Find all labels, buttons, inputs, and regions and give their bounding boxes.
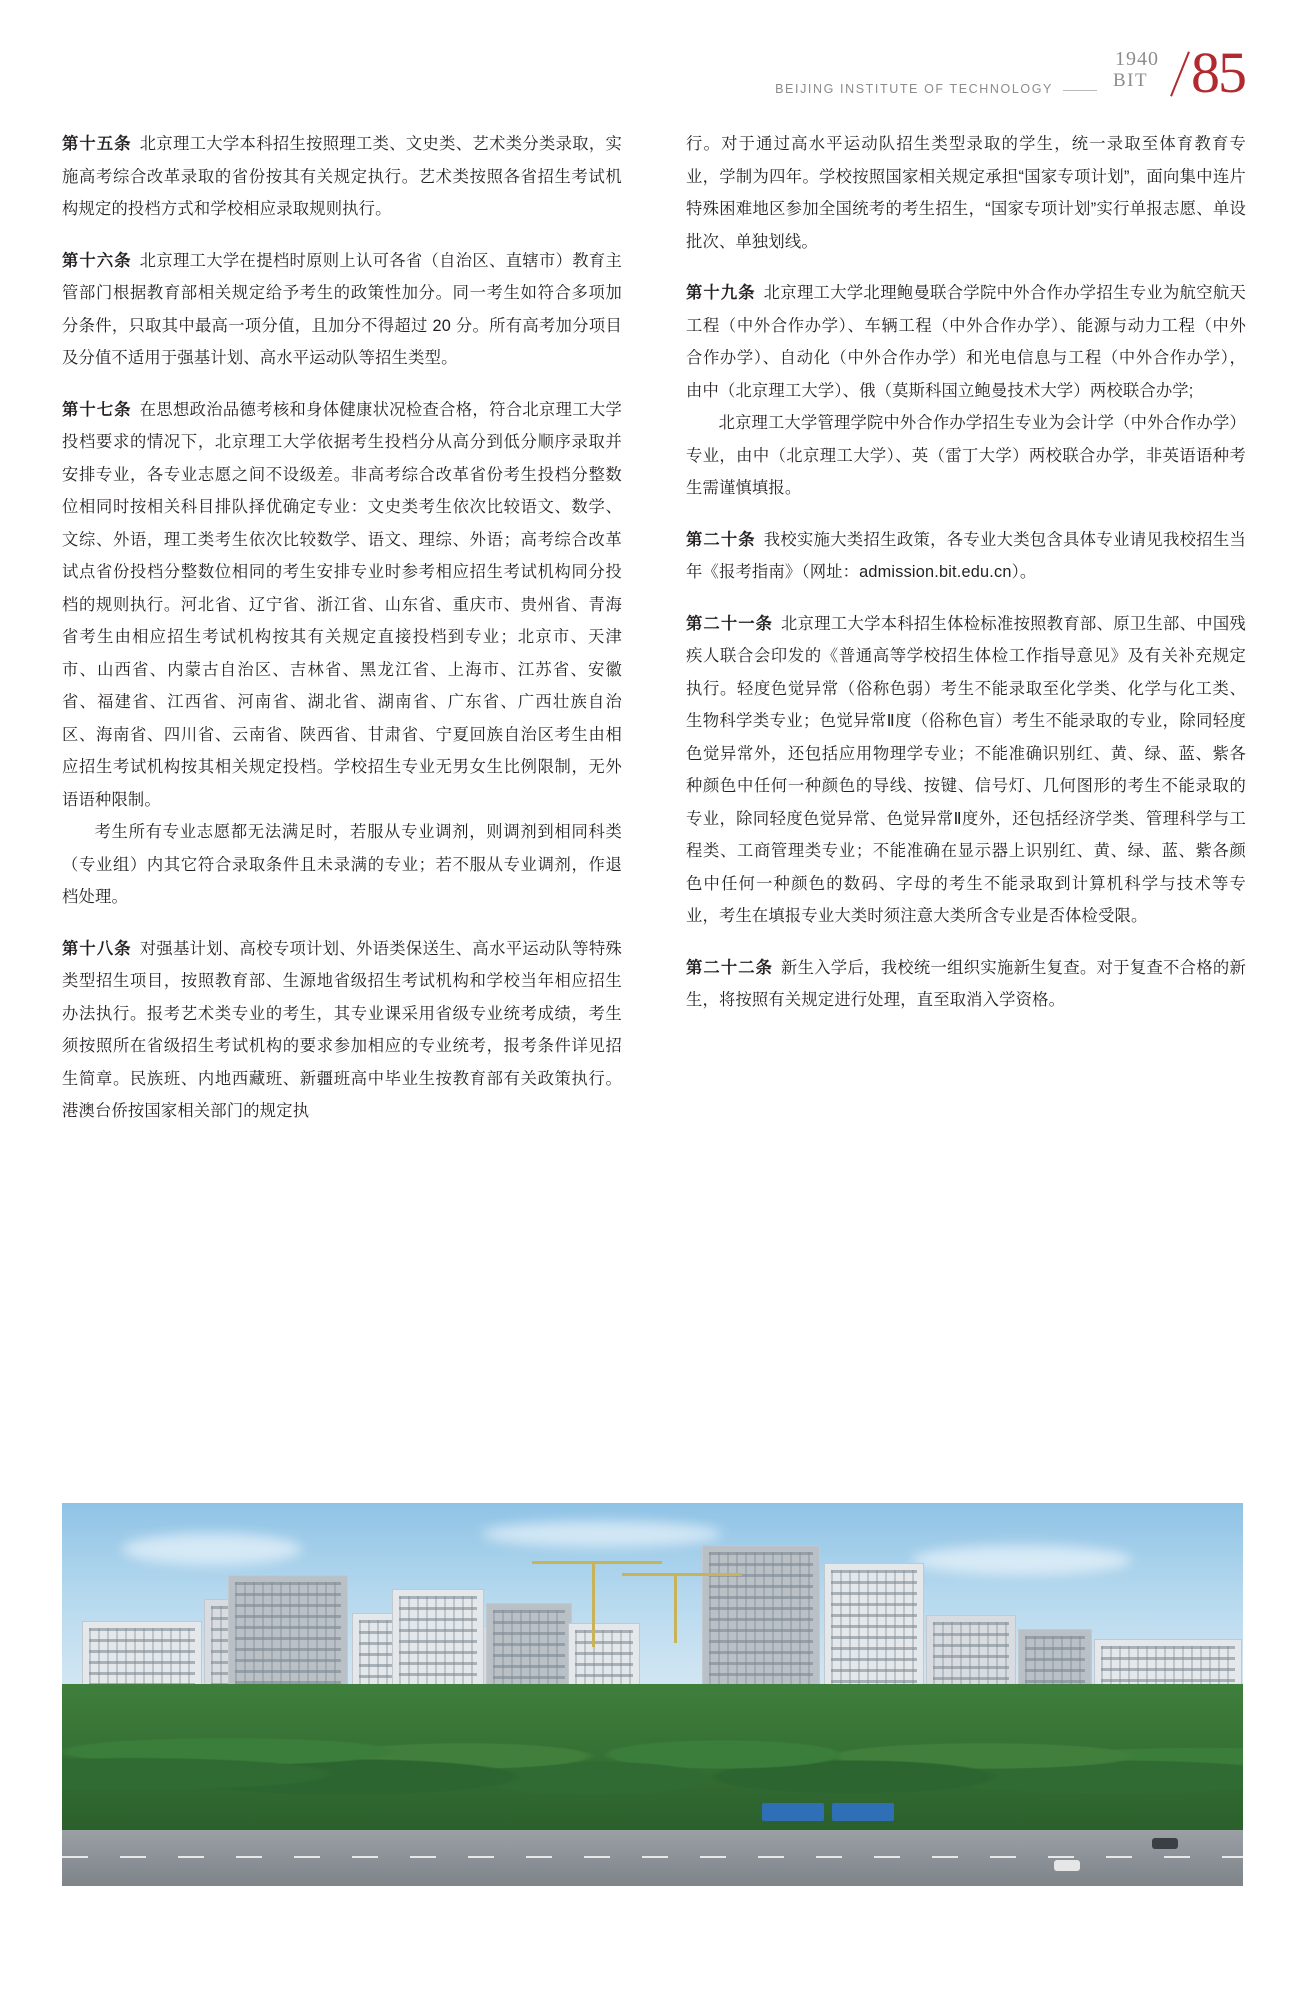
road [62, 1830, 1243, 1886]
article-number: 第二十二条 [686, 958, 774, 977]
cloud [122, 1533, 302, 1565]
brand-mark [1105, 40, 1245, 105]
article-paragraph [62, 816, 622, 914]
column-left [62, 128, 622, 1478]
car [1152, 1838, 1178, 1849]
crane-mast [592, 1561, 595, 1647]
article-number: 第二十一条 [686, 614, 774, 633]
article-number: 第十六条 [62, 251, 132, 270]
article-paragraph [62, 245, 622, 375]
article-paragraph [686, 128, 1246, 258]
road-marking [62, 1856, 1243, 1858]
brand-anniversary: 85 [1191, 40, 1245, 105]
article-number: 第二十条 [686, 530, 756, 549]
article-text: 考生所有专业志愿都无法满足时，若服从专业调剂，则调剂到相同科类（专业组）内其它符合录取条件且未录满的专业；若不服从专业调剂，作退档处理。 [62, 823, 622, 906]
cloud [912, 1545, 1132, 1575]
article-paragraph [686, 277, 1246, 407]
cloud [482, 1521, 722, 1547]
column-right [686, 128, 1246, 1478]
article-text: 北京理工大学北理鲍曼联合学院中外合作办学招生专业为航空航天工程（中外合作办学）、车辆工程（中外合作办学）、能源与动力工程（中外合作办学）、自动化（中外合作办学）和光电信息与工程（中外合作办学），由中（北京理工大学）、俄（莫斯科国立鲍曼技术大学）两校联合办学; [686, 284, 1246, 400]
article-text: 北京理工大学本科招生按照理工类、文史类、艺术类分类录取，实施高考综合改革录取的省份按其有关规定执行。艺术类按照各省招生考试机构规定的投档方式和学校相应录取规则执行。 [62, 135, 622, 218]
article-number: 第十五条 [62, 135, 132, 153]
car [1054, 1860, 1080, 1871]
brand-abbr: BIT [1113, 70, 1149, 91]
brand-caption: BEIJING INSTITUTE OF TECHNOLOGY [775, 82, 1053, 96]
brand-divider [1063, 90, 1097, 91]
article-text: 在思想政治品德考核和身体健康状况检查合格，符合北京理工大学投档要求的情况下，北京理工大学依据考生投档分从高分到低分顺序录取并安排专业，各专业志愿之间不设级差。非高考综合改革省份考生投档分整数位相同时按相关科目排队择优确定专业：文史类考生依次比较语文、数学、文综、外语，理工类考生依次比较数学、语文、理综、外语；高考综合改革试点省份投档分整数位相同的考生安排专业时参考相应招生考试机构同分投档的规则执行。河北省、辽宁省、浙江省、山东省、重庆市、贵州省、青海省考生由相应招生考试机构按其有关规定直接投档到专业；北京市、天津市、山西省、内蒙古自治区、吉林省、黑龙江省、上海市、江苏省、安徽省、福建省、江西省、河南省、湖北省、湖南省、广东省、广西壮族自治区、海南省、四川省、云南省、陕西省、甘肃省、宁夏回族自治区考生由相应招生考试机构按其相关规定投档。学校招生专业无男女生比例限制，无外语语种限制。 [62, 400, 622, 809]
campus-photo [62, 1503, 1243, 1886]
article-paragraph [62, 128, 622, 226]
banner [832, 1803, 894, 1821]
article-paragraph [62, 933, 622, 1128]
article-number: 第十七条 [62, 400, 132, 419]
article-text: 我校实施大类招生政策，各专业大类包含具体专业请见我校招生当年《报考指南》（网址：admission.bit.edu.cn）。 [686, 530, 1246, 581]
article-paragraph [686, 952, 1246, 1017]
article-text: 北京理工大学管理学院中外合作办学招生专业为会计学（中外合作办学）专业，由中（北京理工大学）、英（雷丁大学）两校联合办学，非英语语种考生需谨慎填报。 [686, 414, 1246, 497]
article-text: 对强基计划、高校专项计划、外语类保送生、高水平运动队等特殊类型招生项目，按照教育部、生源地省级招生考试机构和学校当年相应招生办法执行。报考艺术类专业的考生，其专业课采用省级专业统考成绩，考生须按照所在省级招生考试机构的要求参加相应的专业统考，报考条件详见招生简章。民族班、内地西藏班、新疆班高中毕业生按教育部有关政策执行。港澳台侨按国家相关部门的规定执 [62, 939, 622, 1120]
article-number: 第十八条 [62, 939, 132, 958]
article-text: 新生入学后，我校统一组织实施新生复查。对于复查不合格的新生，将按照有关规定进行处理，直至取消入学资格。 [686, 958, 1246, 1009]
crane-mast [674, 1573, 677, 1643]
banner [762, 1803, 824, 1821]
page-header [0, 38, 1305, 105]
article-paragraph [686, 524, 1246, 589]
brand-year: 1940 [1115, 48, 1159, 70]
crane-jib [622, 1573, 742, 1576]
tree-line [62, 1684, 1243, 1834]
article-paragraph [686, 608, 1246, 933]
article-text: 行。对于通过高水平运动队招生类型录取的学生，统一录取至体育教育专业，学制为四年。学校按照国家相关规定承担“国家专项计划”，面向集中连片特殊困难地区参加全国统考的考生招生，“国家专项计划”实行单报志愿、单设批次、单独划线。 [686, 135, 1246, 251]
article-columns [62, 128, 1247, 1478]
article-number: 第十九条 [686, 284, 756, 302]
brand-slash [1170, 51, 1190, 96]
article-paragraph [62, 394, 622, 817]
crane-jib [532, 1561, 662, 1564]
article-text: 北京理工大学在提档时原则上认可各省（自治区、直辖市）教育主管部门根据教育部相关规定给予考生的政策性加分。同一考生如符合多项加分条件，只取其中最高一项分值，且加分不得超过 20 分。所有高考加分项目及分值不适用于强基计划、高水平运动队等招生类型。 [62, 251, 622, 367]
article-paragraph [686, 407, 1246, 505]
bit-logo [775, 40, 1245, 105]
article-text: 北京理工大学本科招生体检标准按照教育部、原卫生部、中国残疾人联合会印发的《普通高等学校招生体检工作指导意见》及有关补充规定执行。轻度色觉异常（俗称色弱）考生不能录取至化学类、化学与化工类、生物科学类专业；色觉异常Ⅱ度（俗称色盲）考生不能录取的专业，除同轻度色觉异常外，还包括应用物理学专业；不能准确识别红、黄、绿、蓝、紫各种颜色中任何一种颜色的导线、按键、信号灯、几何图形的考生不能录取的专业，除同轻度色觉异常、色觉异常Ⅱ度外，还包括经济学类、管理科学与工程类、工商管理类专业；不能准确在显示器上识别红、黄、绿、蓝、紫各颜色中任何一种颜色的数码、字母的考生不能录取到计算机科学与技术等专业，考生在填报专业大类时须注意大类所含专业是否体检受限。 [686, 614, 1246, 925]
